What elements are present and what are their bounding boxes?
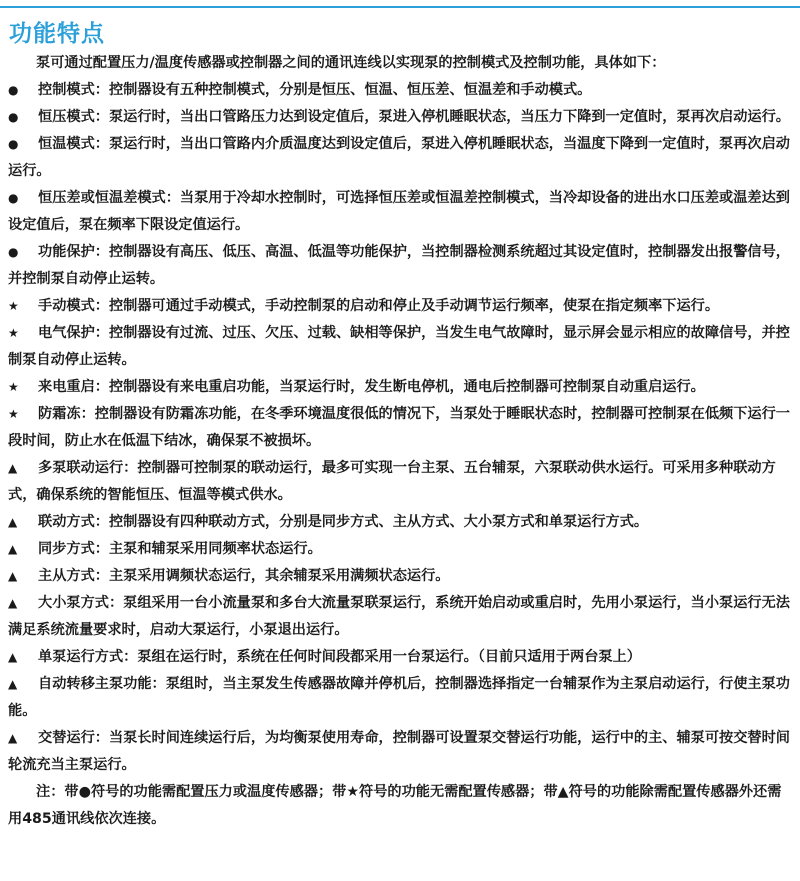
- bullet-dot-icon: ●: [8, 83, 19, 97]
- feature-item-text: 恒温模式：泵运行时，当出口管路内介质温度达到设定值后，泵进入停机睡眠状态，当温度下降到一定值时，泵再次启动运行。: [8, 136, 790, 179]
- triangle-icon: ▲: [8, 461, 18, 475]
- triangle-icon: ▲: [8, 569, 18, 583]
- star-icon: ★: [8, 326, 19, 340]
- feature-item: [8, 293, 794, 320]
- feature-item-text: 大小泵方式：泵组采用一台小流量泵和多台大流量泵联泵运行，系统开始启动或重启时，先用小泵运行，当小泵运行无法满足系统流量要求时，启动大泵运行，小泵退出运行。: [8, 595, 790, 638]
- section-title: 功能特点: [9, 21, 105, 47]
- triangle-icon: ▲: [8, 677, 18, 691]
- triangle-icon: ▲: [8, 596, 18, 610]
- feature-item: [8, 563, 794, 590]
- feature-item: [8, 131, 794, 185]
- feature-item-text: 来电重启：控制器设有来电重启功能，当泵运行时，发生断电停机，通电后控制器可控制泵自动重启运行。: [38, 379, 705, 395]
- feature-item: [8, 455, 794, 509]
- triangle-icon: ▲: [8, 515, 18, 529]
- feature-content: [8, 50, 794, 833]
- feature-item: [8, 401, 794, 455]
- star-icon: ★: [8, 380, 19, 394]
- feature-item-text: 电气保护：控制器设有过流、过压、欠压、过载、缺相等保护，当发生电气故障时，显示屏会显示相应的故障信号，并控制泵自动停止运转。: [8, 325, 790, 368]
- feature-item-text: 单泵运行方式：泵组在运行时，系统在任何时间段都采用一台泵运行。（目前只适用于两台泵上）: [38, 649, 641, 665]
- intro-paragraph: 泵可通过配置压力/温度传感器或控制器之间的通讯连线以实现泵的控制模式及控制功能，具体如下：: [36, 55, 666, 71]
- feature-item-text: 同步方式：主泵和辅泵采用同频率状态运行。: [38, 541, 322, 557]
- feature-item-text: 多泵联动运行：控制器可控制泵的联动运行，最多可实现一台主泵、五台辅泵，六泵联动供水运行。可采用多种联动方式，确保系统的智能恒压、恒温等模式供水。: [8, 460, 776, 503]
- feature-item: [8, 239, 794, 293]
- triangle-icon: ▲: [8, 542, 18, 556]
- bullet-dot-icon: ●: [8, 191, 19, 205]
- feature-item: [8, 185, 794, 239]
- feature-item: [8, 536, 794, 563]
- top-divider: [0, 6, 800, 8]
- feature-item-text: 恒压模式：泵运行时，当出口管路压力达到设定值后，泵进入停机睡眠状态，当压力下降到一定值时，泵再次启动运行。: [38, 109, 790, 125]
- star-icon: ★: [8, 407, 19, 421]
- bullet-dot-icon: ●: [8, 110, 19, 124]
- feature-item-text: 交替运行：当泵长时间连续运行后，为均衡泵使用寿命，控制器可设置泵交替运行功能，运行中的主、辅泵可按交替时间轮流充当主泵运行。: [8, 730, 790, 773]
- feature-item: [8, 509, 794, 536]
- bullet-dot-icon: ●: [8, 137, 19, 151]
- feature-item-text: 防霜冻：控制器设有防霜冻功能，在冬季环境温度很低的情况下，当泵处于睡眠状态时，控制器可控制泵在低频下运行一段时间，防止水在低温下结冰，确保泵不被损坏。: [8, 406, 790, 449]
- feature-item: [8, 77, 794, 104]
- feature-item: [8, 104, 794, 131]
- feature-item-text: 联动方式：控制器设有四种联动方式，分别是同步方式、主从方式、大小泵方式和单泵运行方式。: [38, 514, 649, 530]
- feature-item: [8, 590, 794, 644]
- feature-item: [8, 320, 794, 374]
- feature-item: [8, 725, 794, 779]
- feature-item-text: 自动转移主泵功能：泵组时，当主泵发生传感器故障并停机后，控制器选择指定一台辅泵作为主泵启动运行，行使主泵功能。: [8, 676, 790, 719]
- feature-item-text: 恒压差或恒温差模式：当泵用于冷却水控制时，可选择恒压差或恒温差控制模式，当冷却设备的进出水口压差或温差达到设定值后，泵在频率下限设定值运行。: [8, 190, 790, 233]
- triangle-icon: ▲: [8, 650, 18, 664]
- feature-item-text: 控制模式：控制器设有五种控制模式，分别是恒压、恒温、恒压差、恒温差和手动模式。: [38, 82, 592, 98]
- triangle-icon: ▲: [8, 731, 18, 745]
- note-paragraph: 注：带●符号的功能需配置压力或温度传感器；带★符号的功能无需配置传感器；带▲符号的功能除需配置传感器外还需用485通讯线依次连接。: [8, 784, 782, 827]
- feature-item: [8, 644, 794, 671]
- feature-item-text: 功能保护：控制器设有高压、低压、高温、低温等功能保护，当控制器检测系统超过其设定值时，控制器发出报警信号，并控制泵自动停止运转。: [8, 244, 790, 287]
- feature-item-text: 主从方式：主泵采用调频状态运行，其余辅泵采用满频状态运行。: [38, 568, 450, 584]
- feature-item-text: 手动模式：控制器可通过手动模式，手动控制泵的启动和停止及手动调节运行频率，使泵在指定频率下运行。: [38, 298, 720, 314]
- star-icon: ★: [8, 299, 19, 313]
- feature-item: [8, 671, 794, 725]
- bullet-dot-icon: ●: [8, 245, 19, 259]
- feature-item: [8, 374, 794, 401]
